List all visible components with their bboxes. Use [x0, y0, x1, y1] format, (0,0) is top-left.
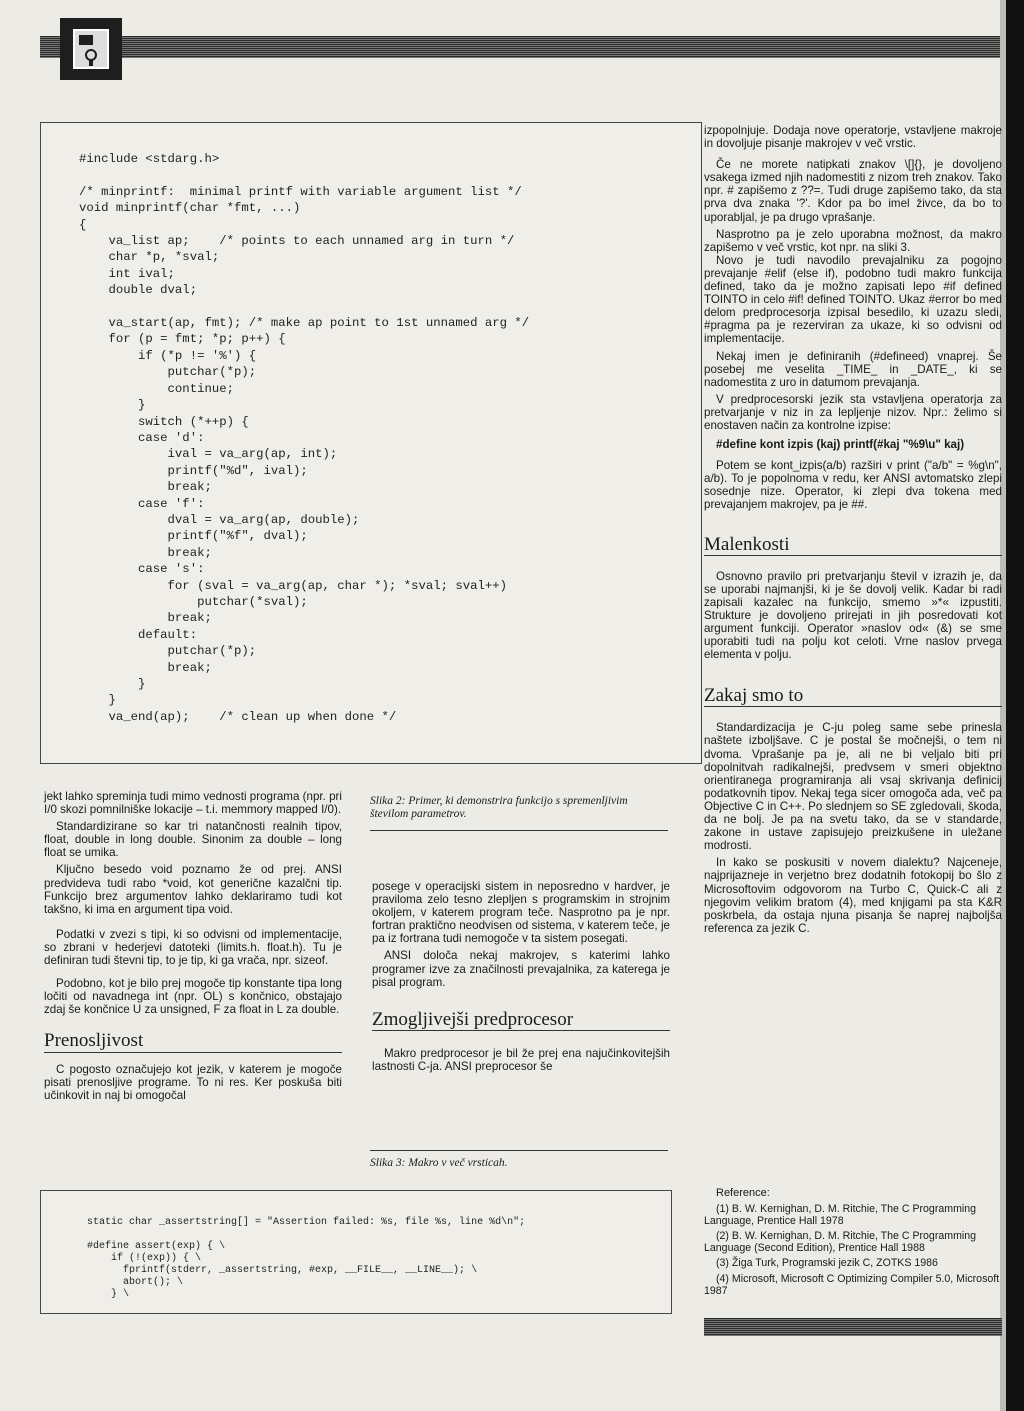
paragraph-code-example: #define kont izpis (kaj) printf(#kaj "%9\u" kaj): [716, 438, 965, 452]
section-logo: [60, 18, 122, 80]
references-title: Reference:: [716, 1187, 770, 1199]
paragraph: jekt lahko spreminja tudi mimo vednosti programa (npr. pri I/0 skozi pomnilniške lokacije – t.i. memmory mapped I/0).: [44, 790, 342, 817]
reference-item: (2) B. W. Kernighan, D. M. Ritchie, The C Programming Language (Second Edition), Prentice Hall 1988: [704, 1230, 977, 1254]
section-heading-zakaj-smo-to: Zakaj smo to: [704, 689, 1002, 707]
code-listing-assert: static char _assertstring[] = "Assertion failed: %s, file %s, line %d\n"; #define assert(exp) { \ if (!(exp)) { \ fprintf(stderr, _assertstring, #exp, __FILE__, __LINE__); \ abort(); \ } \: [87, 1217, 526, 1300]
paragraph: Novo je tudi navodilo prevajalniku za pogojno prevajanje #elif (else if), podobno tudi makro funkcija defined, tako da je možno zapisati lepo #if defined TOINTO in celo #if! defined TOINTO. Ukaz #error bo med delom predprocesorja izpisal besedilo, ki uzazu sledi, #pragma pa je rezerviran za ukaze, ki so odvisni od implementacije.: [704, 253, 1002, 346]
paragraph: Makro predprocesor je bil že prej ena najučinkovitejših lastnosti C-ja. ANSI preprocesor še: [372, 1046, 670, 1073]
computer-logo-icon: [71, 27, 111, 71]
figure-3-caption: Slika 3: Makro v več vrsticah.: [370, 1157, 508, 1169]
code-listing-minprintf: #include <stdarg.h> /* minprintf: minimal printf with variable argument list */ void minprintf(char *fmt, ...) { va_list ap; /* points to each unnamed arg in turn */ char *p, *sval; int ival; double dval; va_start(ap, fmt); /* make ap point to 1st unnamed arg */ for (p = fmt; *p; p++) { if (*p != '%') { putchar(*p); continue; } switch (*++p) { case 'd': ival = va_arg(ap, int); printf("%d", ival); break; case 'f': dval = va_arg(ap, double); printf("%f", dval); break; case 's': for (sval = va_arg(ap, char *); *sval; sval++) putchar(*sval); break; default: putchar(*p); break; } } va_end(ap); /* clean up when done */: [79, 152, 530, 724]
paragraph: C pogosto označujejo kot jezik, v katerem je mogoče pisati prenosljive programe. To ni res. Ker poskuša biti učinkovit in naj bi omogočal: [44, 1062, 342, 1102]
caption-rule: [370, 830, 668, 831]
footer-rule: [704, 1318, 1002, 1336]
paragraph: Če ne morete natipkati znakov \[]{}, je dovoljeno vsakega izmed njih nadomestiti z nizom treh znakov. Tako npr. # zapišemo z ??=. Tudi druge zapišemo tako, da sta prva dva znaka '?'. Kdor pa bo imel živce, da bo to uporabljal, je pa drugo vprašanje.: [704, 158, 1002, 224]
paragraph: izpopolnjuje. Dodaja nove operatorje, vstavljene makroje in dovoljuje pisanje makrojev v več vrstic.: [704, 124, 1002, 151]
paragraph: In kako se poskusiti v novem dialektu? Najceneje, najprijazneje in verjetno brez dodatnih fotokopij bo šlo z Microsoftovim odgovorom na Turbo C, Quick-C ali z njegovim velikim bratom (4), med knjigami pa sta K&R poskrbela, da ostaja njuna pisanja še naprej najboljša referenca za jezik C.: [704, 856, 1002, 935]
page-edge-dark: [1006, 0, 1024, 1411]
caption-rule: [370, 1150, 668, 1151]
paragraph: posege v operacijski sistem in neposredno v hardver, je praviloma zelo tesno zlepljen s programskim in strojnim okoljem, v katerem program teče. Nasprotno pa je npr. fortran praktično neodvisen od sistema, v katerem teče, je pa iz fortrana tudi nemogoče v ta sistem posegati.: [372, 880, 670, 946]
header-rule: [40, 36, 1002, 58]
paragraph: ANSI določa nekaj makrojev, s katerimi lahko programer izve za značilnosti prevajalnika, za katerega je pisal program.: [372, 949, 670, 989]
paragraph: Podobno, kot je bilo prej mogoče tip konstante tipa long ločiti od navadnega int (npr. OL) s končnico, obstajajo zdaj še končnice U za unsigned, F za float in L za double.: [44, 977, 342, 1017]
paragraph: Podatki v zvezi s tipi, ki so odvisni od implementacije, so zbrani v hederjevi datoteki (limits.h. float.h). Tu je definiran tudi števni tip, to je tip, ki ga vrača, npr. sizeof.: [44, 927, 342, 968]
section-heading-prenosljivost: Prenosljivost: [44, 1034, 342, 1052]
figure-2-caption: Slika 2: Primer, ki demonstrira funkcijo s spremenljivim številom parametrov.: [370, 795, 628, 820]
right-column: [704, 124, 1002, 939]
paragraph: Standardizacija je C-ju poleg same sebe prinesla naštete izboljšave. C je postal še močnejši, o tem ni dvoma. Vprašanje pa je, ali ne bi veljalo biti pri dopolnitvah radikalnejši, predvsem v smeri objektno orientiranega programiranja ali vsaj skrivanja definicij podatkovnih tipov. Nekaj tega sicer omogoča ada, več pa Objective C in C++. Po slednjem so SE zgledovali, škoda, da ne bolj. Je pa na svetu tako, da se v standarde, zakone in ustave zapisujejo preizkušene in uležane modrosti.: [704, 721, 1002, 853]
middle-column: [372, 880, 670, 1077]
reference-item: (1) B. W. Kernighan, D. M. Ritchie, The C Programming Language, Prentice Hall 1978: [704, 1203, 977, 1227]
paragraph: V predprocesorski jezik sta vstavljena operatorja za pretvarjanje v niz in za lepljenje nizov. Npr.: želimo si enostaven način za kontrolne izpise:: [704, 392, 1002, 432]
code-figure-2: [40, 122, 702, 764]
paragraph: Nasprotno pa je zelo uporabna možnost, da makro zapišemo v več vrstic, kot npr. na sliki 3.: [704, 227, 1002, 254]
reference-item: (3) Žiga Turk, Programski jezik C, ZOTKS 1986: [716, 1257, 938, 1270]
left-column: [44, 790, 342, 1106]
section-heading-predprocesor: Zmogljivejši predprocesor: [372, 1013, 670, 1031]
paragraph: Potem se kont_izpis(a/b) razširi v print ("a/b" = %g\n", a/b). To je popolnoma v redu, ker ANSI avtomatsko zlepi sosednje nize. Operator, ki zlepi dva tokena med prevajanjem makrojev, pa je ##.: [704, 459, 1002, 512]
paragraph: Osnovno pravilo pri pretvarjanju števil v izrazih je, da se uporabi najmanjši, ki je še dovolj velik. Kadar bi radi zapisali kazalec na funkcijo, smemo »*« izpustiti. Strukture je dovoljeno prirejati in jih posredovati kot argument funkciji. Operator »naslov od« (&) se sme uporabiti tudi na polju kot celoti. Vrne naslov prvega elementa v polju.: [704, 569, 1002, 662]
references: [704, 1187, 1002, 1301]
reference-item: (4) Microsoft, Microsoft C Optimizing Compiler 5.0, Microsoft 1987: [704, 1273, 1000, 1297]
paragraph: Ključno besedo void poznamo že od prej. ANSI predvideva tudi rabo *void, kot generične kazalčni tip. Funkcijo brez argumentov lahko deklariramo tudi kot takšno, ki ima en argument tipa void.: [44, 863, 342, 916]
paragraph: Nekaj imen je definiranih (#defineed) vnaprej. Še posebej me veselita _TIME_ in _DATE_, ki se nadomestita z uro in datumom prevajanja.: [704, 349, 1002, 389]
section-heading-malenkosti: Malenkosti: [704, 538, 1002, 556]
code-figure-3: [40, 1190, 672, 1314]
paragraph: Standardizirane so kar tri natančnosti realnih tipov, float, double in long double. Sinonim za double – long float se umika.: [44, 820, 342, 860]
